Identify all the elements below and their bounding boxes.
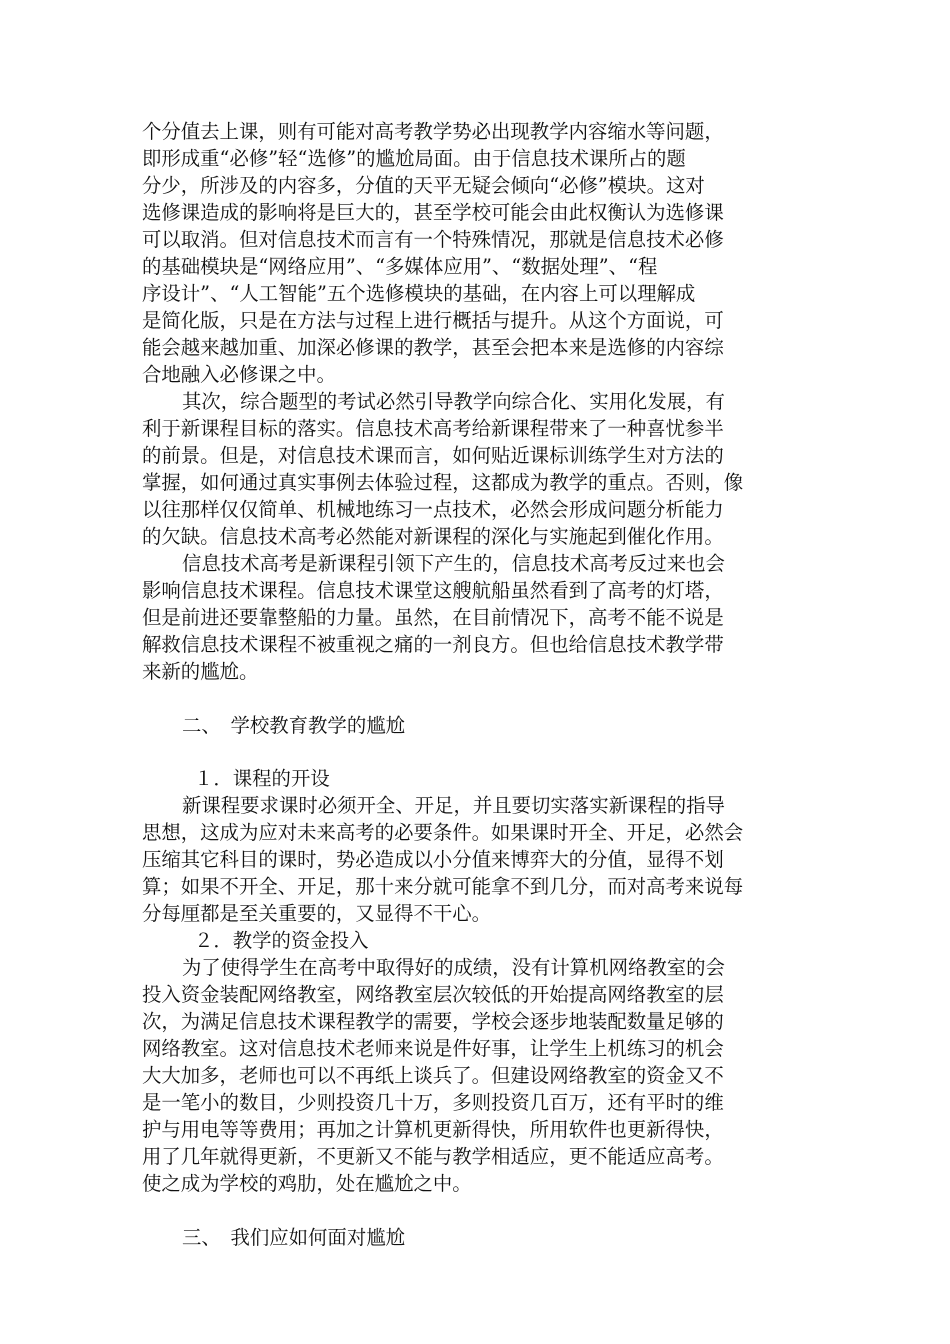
text-line: 掌握，如何通过真实事例去体验过程，这都成为教学的重点。否则，像 [142, 471, 744, 494]
text-line: 为了使得学生在高考中取得好的成绩，没有计算机网络教室的会 [182, 956, 725, 979]
text-line: 次，为满足信息技术课程教学的需要，学校会逐步地装配数量足够的 [142, 1010, 724, 1033]
text-line: 新课程要求课时必须开全、开足，并且要切实落实新课程的指导 [182, 794, 725, 817]
text-line: 的欠缺。信息技术高考必然能对新课程的深化与实施起到催化作用。 [142, 525, 724, 548]
text-line: 的前景。但是，对信息技术课而言，如何贴近课标训练学生对方法的 [142, 444, 724, 467]
subsection-2-body [142, 954, 818, 1197]
text-line: 是简化版，只是在方法与过程上进行概括与提升。从这个方面说，可 [142, 309, 724, 332]
text-line: 网络教室。这对信息技术老师来说是件好事，让学生上机练习的机会 [142, 1037, 724, 1060]
text-line: 解救信息技术课程不被重视之痛的一剂良方。但也给信息技术教学带 [142, 633, 724, 656]
section-heading-2: 二、 学校教育教学的尴尬 [182, 714, 405, 737]
text-line: 但是前进还要靠整船的力量。虽然，在目前情况下，高考不能不说是 [142, 606, 724, 629]
paragraph-2 [142, 388, 818, 550]
text-line: 利于新课程目标的落实。信息技术高考给新课程带来了一种喜忧参半 [142, 417, 724, 440]
text-line: 使之成为学校的鸡肋，处在尴尬之中。 [142, 1172, 472, 1195]
text-line: 投入资金装配网络教室，网络教室层次较低的开始提高网络教室的层 [142, 983, 724, 1006]
paragraph-3 [142, 550, 818, 685]
text-line: 可以取消。但对信息技术而言有一个特殊情况，那就是信息技术必修 [142, 228, 724, 251]
text-line: 个分值去上课，则有可能对高考教学势必出现教学内容缩水等问题， [142, 120, 724, 143]
text-line: 来新的尴尬。 [142, 660, 259, 683]
text-line: 其次，综合题型的考试必然引导教学向综合化、实用化发展，有 [182, 390, 725, 413]
subsection-heading-1: １．课程的开设 [194, 767, 330, 790]
text-line: 算；如果不开全、开足，那十来分就可能拿不到几分，而对高考来说每 [142, 875, 744, 898]
text-line: 是一笔小的数目，少则投资几十万，多则投资几百万，还有平时的维 [142, 1091, 724, 1114]
subsection-1-body [142, 792, 818, 927]
text-line: 能会越来越加重、加深必修课的教学，甚至会把本来是选修的内容综 [142, 336, 724, 359]
text-line: 以往那样仅仅简单、机械地练习一点技术，必然会形成问题分析能力 [142, 498, 724, 521]
text-line: 选修课造成的影响将是巨大的，甚至学校可能会由此权衡认为选修课 [142, 201, 724, 224]
text-line: 压缩其它科目的课时，势必造成以小分值来博弈大的分值，显得不划 [142, 848, 724, 871]
text-line: 思想，这成为应对未来高考的必要条件。如果课时开全、开足，必然会 [142, 821, 744, 844]
text-line: 护与用电等等费用；再加之计算机更新得快，所用软件也更新得快， [142, 1118, 724, 1141]
text-line: 分少，所涉及的内容多，分值的天平无疑会倾向“必修”模块。这对 [142, 174, 705, 197]
paragraph-1 [142, 118, 818, 388]
text-line: 序设计”、“人工智能”五个选修模块的基础，在内容上可以理解成 [142, 282, 696, 305]
subsection-heading-2: ２．教学的资金投入 [194, 929, 369, 952]
text-line: 分每厘都是至关重要的，又显得不干心。 [142, 902, 492, 925]
text-line: 即形成重“必修”轻“选修”的尴尬局面。由于信息技术课所占的题 [142, 147, 686, 170]
text-line: 影响信息技术课程。信息技术课堂这艘航船虽然看到了高考的灯塔， [142, 579, 724, 602]
text-line: 信息技术高考是新课程引领下产生的，信息技术高考反过来也会 [182, 552, 725, 575]
text-line: 大大加多，老师也可以不再纸上谈兵了。但建设网络教室的资金又不 [142, 1064, 724, 1087]
document-page [142, 118, 818, 1251]
text-line: 的基础模块是“网络应用”、“多媒体应用”、“数据处理”、“程 [142, 255, 658, 278]
text-line: 用了几年就得更新，不更新又不能与教学相适应，更不能适应高考。 [142, 1145, 724, 1168]
section-heading-3: 三、 我们应如何面对尴尬 [182, 1226, 405, 1249]
text-line: 合地融入必修课之中。 [142, 363, 336, 386]
